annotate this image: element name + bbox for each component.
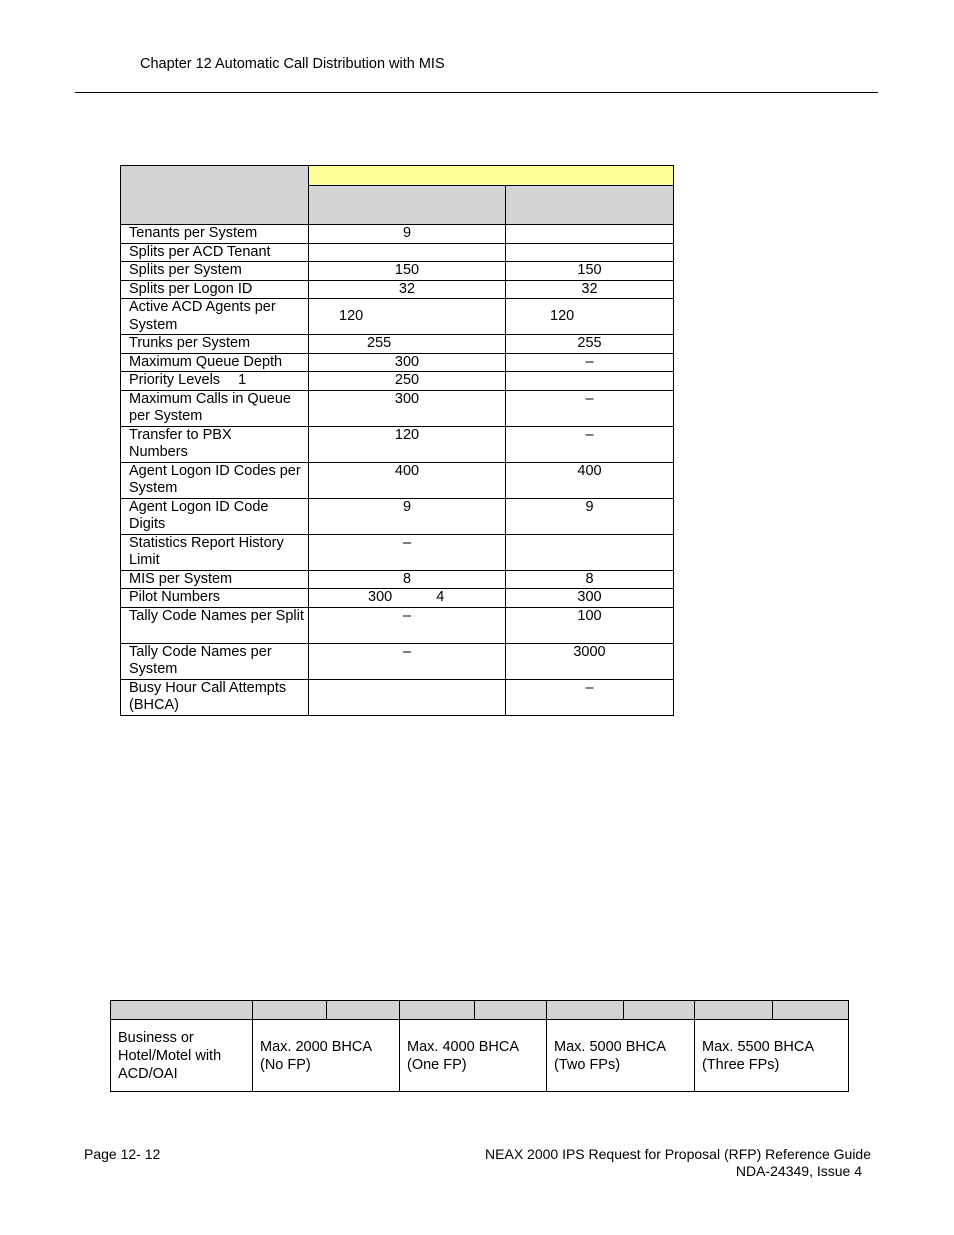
page-number: Page 12- 12 <box>84 1146 161 1162</box>
bhca-cell: Max. 5500 BHCA (Three FPs) <box>695 1020 849 1092</box>
row-value-col2: – <box>506 390 674 426</box>
row-label: Transfer to PBX Numbers <box>121 426 309 462</box>
bhca-table <box>110 1000 849 1092</box>
footnote-marker: 1 <box>238 372 247 388</box>
acd-capacity-table <box>120 165 674 716</box>
table-row <box>121 498 674 534</box>
table-row <box>121 679 674 715</box>
bhca-header-cell <box>624 1001 695 1020</box>
row-value-col1 <box>309 679 506 715</box>
table-row <box>121 243 674 262</box>
bhca-header-cell <box>327 1001 400 1020</box>
table-row <box>121 280 674 299</box>
row-value-col2: – <box>506 353 674 372</box>
row-label: Busy Hour Call Attempts (BHCA) <box>121 679 309 715</box>
table-row <box>121 643 674 679</box>
row-value-col1: 120 <box>309 426 506 462</box>
bhca-header-cell <box>475 1001 547 1020</box>
footnote-marker: 4 <box>436 589 445 605</box>
bhca-header-row <box>111 1001 849 1020</box>
row-label: Agent Logon ID Code Digits <box>121 498 309 534</box>
row-label: Maximum Calls in Queue per System <box>121 390 309 426</box>
bhca-cell: Max. 4000 BHCA (One FP) <box>400 1020 547 1092</box>
row-label: Maximum Queue Depth <box>121 353 309 372</box>
row-value-col1: 150 <box>309 262 506 281</box>
table-row <box>121 426 674 462</box>
row-label: MIS per System <box>121 570 309 589</box>
table-header-col2 <box>506 186 674 225</box>
table-row <box>121 390 674 426</box>
row-value-col2: 400 <box>506 462 674 498</box>
table-row <box>121 607 674 643</box>
row-value-col2: 120 <box>506 299 674 335</box>
row-value-col2 <box>506 225 674 244</box>
row-value-col2 <box>506 243 674 262</box>
bhca-cell: Max. 2000 BHCA (No FP) <box>253 1020 400 1092</box>
row-value-col1: 9 <box>309 225 506 244</box>
row-value-col2: – <box>506 426 674 462</box>
bhca-data-row <box>111 1020 849 1092</box>
row-value-col2: 32 <box>506 280 674 299</box>
row-value-col2: – <box>506 679 674 715</box>
bhca-header-cell <box>111 1001 253 1020</box>
row-value-col1 <box>309 243 506 262</box>
row-value-col1: – <box>309 534 506 570</box>
table-row <box>121 353 674 372</box>
footer-doc-info <box>485 1146 871 1180</box>
row-value-col2: 150 <box>506 262 674 281</box>
footer-doc-id: NDA-24349, Issue 4 <box>735 1163 862 1179</box>
table-row <box>121 570 674 589</box>
page-header-title: Chapter 12 Automatic Call Distribution with MIS <box>140 56 445 72</box>
row-label: Active ACD Agents per System <box>121 299 309 335</box>
row-label <box>121 372 309 391</box>
row-value-col1: 255 <box>309 335 506 354</box>
table-header-corner <box>121 166 309 225</box>
table-row <box>121 462 674 498</box>
bhca-header-cell <box>400 1001 475 1020</box>
row-value-col1: 32 <box>309 280 506 299</box>
bhca-header-cell <box>547 1001 624 1020</box>
row-value-col2: 9 <box>506 498 674 534</box>
table-header-group <box>309 166 674 186</box>
row-value-col1: – <box>309 643 506 679</box>
row-value-col1 <box>309 589 506 608</box>
row-label: Splits per System <box>121 262 309 281</box>
row-value-col1: 400 <box>309 462 506 498</box>
row-label: Tally Code Names per System <box>121 643 309 679</box>
row-label: Statistics Report History Limit <box>121 534 309 570</box>
table-row <box>121 335 674 354</box>
row-value-col1: 9 <box>309 498 506 534</box>
row-value-col2: 8 <box>506 570 674 589</box>
row-label: Tenants per System <box>121 225 309 244</box>
row-label-text: Priority Levels <box>129 372 221 388</box>
bhca-cell: Max. 5000 BHCA (Two FPs) <box>547 1020 695 1092</box>
bhca-row-label: Business or Hotel/Motel with ACD/OAI <box>111 1020 253 1092</box>
footer-doc-title: NEAX 2000 IPS Request for Proposal (RFP) Reference Guide <box>485 1146 871 1162</box>
row-value-col1: 8 <box>309 570 506 589</box>
header-divider <box>75 92 878 93</box>
row-label: Tally Code Names per Split <box>121 607 309 643</box>
row-value-col1: 300 <box>309 390 506 426</box>
bhca-header-cell <box>253 1001 327 1020</box>
row-value-col2 <box>506 534 674 570</box>
table-row <box>121 589 674 608</box>
row-label: Trunks per System <box>121 335 309 354</box>
row-value-col2: 3000 <box>506 643 674 679</box>
row-value-col2: 255 <box>506 335 674 354</box>
row-label: Splits per ACD Tenant <box>121 243 309 262</box>
row-label: Splits per Logon ID <box>121 280 309 299</box>
row-value-col2: 300 <box>506 589 674 608</box>
table-row <box>121 225 674 244</box>
row-value-text: 300 <box>368 589 393 605</box>
bhca-header-cell <box>773 1001 849 1020</box>
table-row <box>121 299 674 335</box>
row-value-col1: 300 <box>309 353 506 372</box>
table-row <box>121 534 674 570</box>
row-label: Pilot Numbers <box>121 589 309 608</box>
row-value-col1: 250 <box>309 372 506 391</box>
row-label: Agent Logon ID Codes per System <box>121 462 309 498</box>
row-value-col1: 120 <box>309 299 506 335</box>
table-row <box>121 372 674 391</box>
row-value-col2 <box>506 372 674 391</box>
row-value-col2: 100 <box>506 607 674 643</box>
table-header-col1 <box>309 186 506 225</box>
table-row <box>121 262 674 281</box>
row-value-col1: – <box>309 607 506 643</box>
bhca-header-cell <box>695 1001 773 1020</box>
